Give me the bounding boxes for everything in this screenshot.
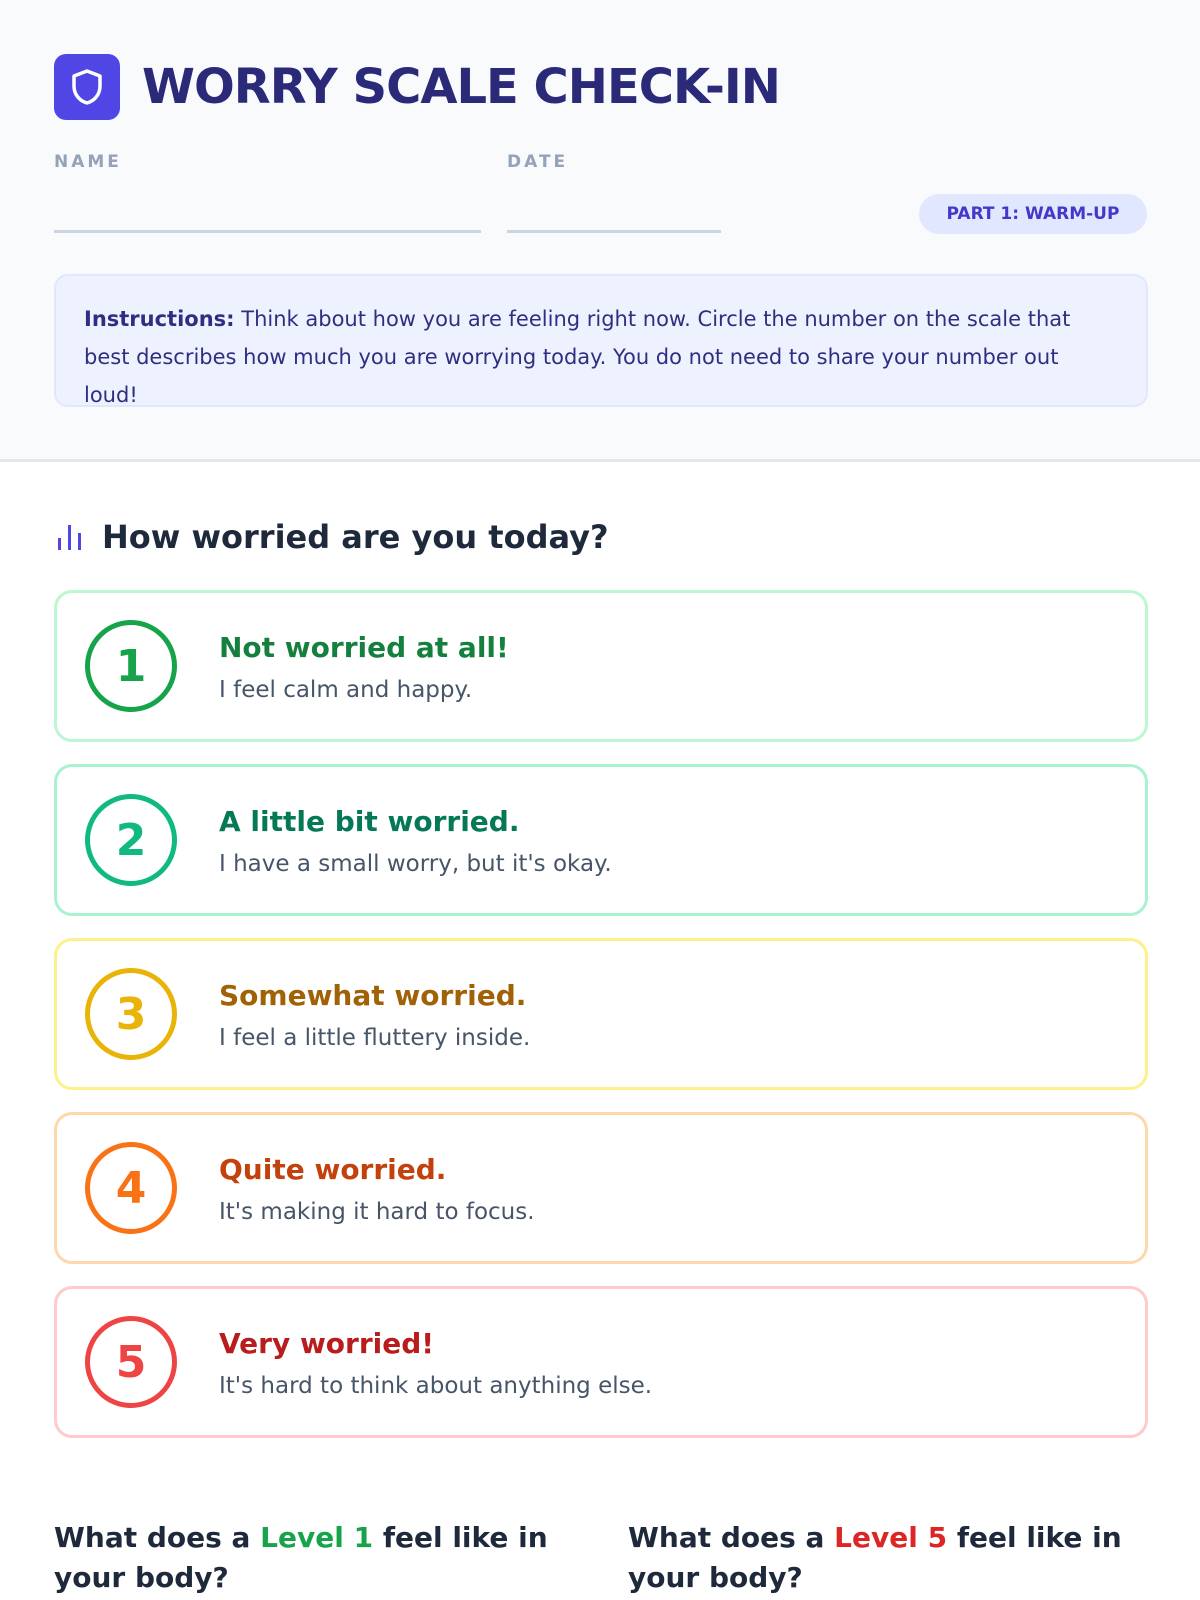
scale-option-2[interactable] — [54, 764, 1148, 916]
scale-option-title: Quite worried. — [219, 1153, 447, 1186]
question-level-5 — [628, 1518, 1148, 1598]
scale-option-desc: It's making it hard to focus. — [219, 1199, 535, 1225]
name-field[interactable] — [54, 230, 481, 233]
scale-option-1[interactable] — [54, 590, 1148, 742]
scale-option-title: Somewhat worried. — [219, 979, 527, 1012]
scale-option-title: Not worried at all! — [219, 631, 509, 664]
part-badge: PART 1: WARM-UP — [919, 194, 1147, 234]
instructions-box — [54, 274, 1148, 407]
scale-option-title: Very worried! — [219, 1327, 435, 1360]
question-text: What does a — [54, 1521, 261, 1554]
worry-scale — [54, 590, 1148, 1460]
scale-number[interactable]: 2 — [85, 794, 177, 886]
scale-option-title: A little bit worried. — [219, 805, 520, 838]
question-text: feel like in your body? — [54, 1521, 548, 1594]
section-title — [56, 518, 609, 556]
date-label: DATE — [507, 152, 569, 172]
bar-chart-icon — [56, 522, 84, 552]
question-text: What does a — [628, 1521, 835, 1554]
scale-option-5[interactable] — [54, 1286, 1148, 1438]
section-heading: How worried are you today? — [102, 518, 609, 556]
scale-number[interactable]: 1 — [85, 620, 177, 712]
scale-option-desc: I feel a little fluttery inside. — [219, 1025, 531, 1051]
scale-option-4[interactable] — [54, 1112, 1148, 1264]
header-panel — [0, 0, 1200, 462]
shield-icon — [54, 54, 120, 120]
title-row — [54, 54, 780, 120]
date-field[interactable] — [507, 230, 721, 233]
scale-number[interactable]: 4 — [85, 1142, 177, 1234]
question-level-highlight: Level 1 — [260, 1521, 374, 1554]
scale-option-desc: I have a small worry, but it's okay. — [219, 851, 612, 877]
scale-number[interactable]: 3 — [85, 968, 177, 1060]
question-text: feel like in your body? — [628, 1521, 1122, 1594]
scale-option-3[interactable] — [54, 938, 1148, 1090]
scale-number[interactable]: 5 — [85, 1316, 177, 1408]
name-label: NAME — [54, 152, 122, 172]
scale-option-desc: I feel calm and happy. — [219, 677, 473, 703]
question-level-1 — [54, 1518, 574, 1598]
scale-option-desc: It's hard to think about anything else. — [219, 1373, 653, 1399]
question-level-highlight: Level 5 — [834, 1521, 948, 1554]
instructions-text: Think about how you are feeling right now. Circle the number on the scale that best describes how much you are worrying today. You do not need to share your number out loud! — [84, 307, 1071, 407]
page-title: WORRY SCALE CHECK-IN — [142, 59, 780, 115]
instructions-lead: Instructions: — [84, 307, 235, 331]
